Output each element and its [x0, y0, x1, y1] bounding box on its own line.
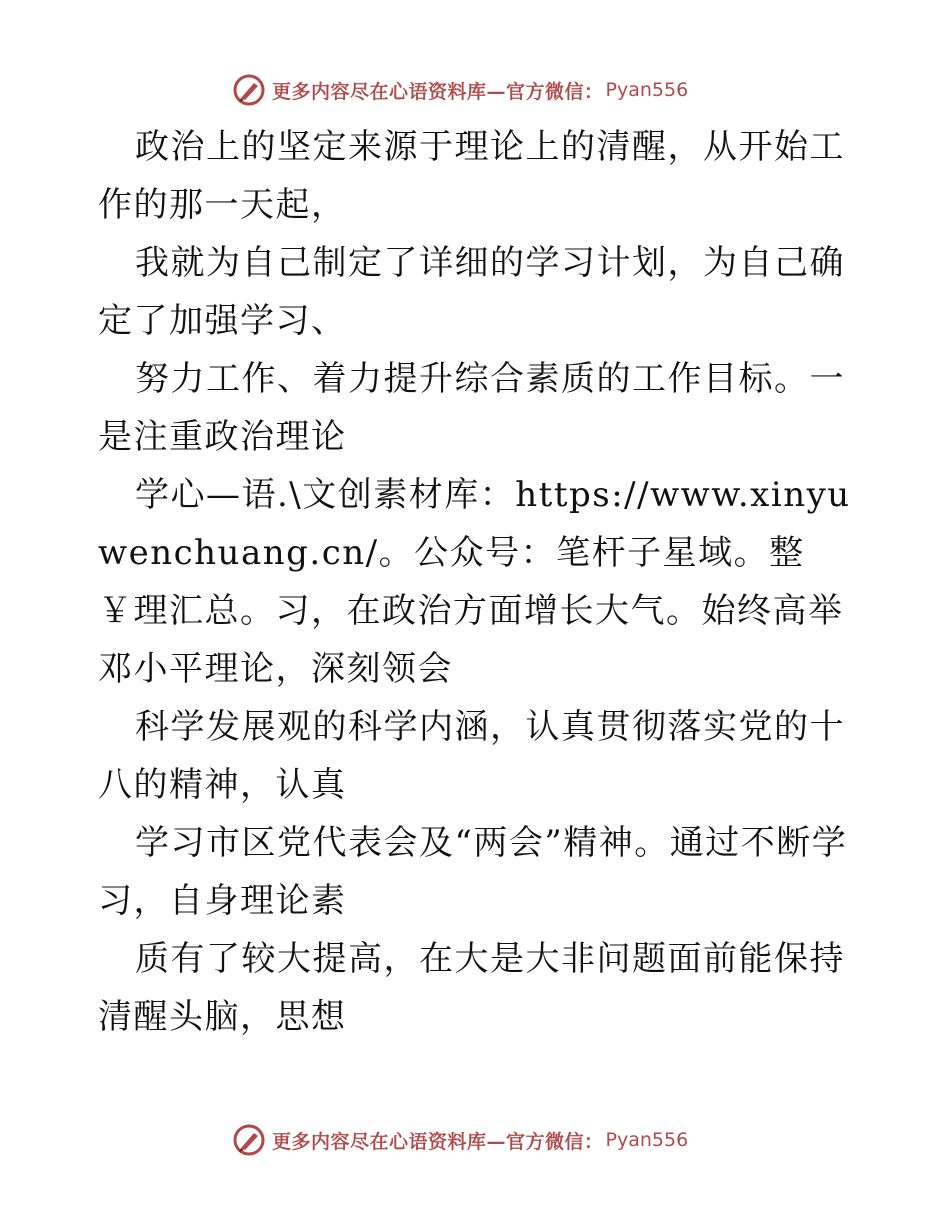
- paragraph: 我就为自己制定了详细的学习计划，为自己确定了加强学习、: [98, 243, 845, 341]
- header-banner-text: 更多内容尽在心语资料库—官方微信：: [272, 80, 604, 103]
- pen-logo-icon: [232, 73, 266, 107]
- paragraph: 学习市区党代表会及“两会”精神。通过不断学习，自身理论素: [98, 823, 848, 921]
- document-body: [98, 118, 858, 1046]
- header-wechat-id: Pyan556: [605, 79, 689, 101]
- footer-banner: [232, 1122, 732, 1158]
- paragraph: 学心—语.\文创素材库：https://www.xinyuwenchuang.cn/。公众号：笔杆子星域。整￥理汇总。习，在政治方面增长大气。始终高举邓小平理论，深刻领会: [98, 475, 851, 689]
- paragraph: 努力工作、着力提升综合素质的工作目标。一是注重政治理论: [98, 359, 845, 457]
- footer-banner-text: 更多内容尽在心语资料库—官方微信：: [272, 1130, 604, 1153]
- paragraph: 科学发展观的科学内涵，认真贯彻落实党的十八的精神，认真: [98, 707, 845, 805]
- paragraph: 政治上的坚定来源于理论上的清醒，从开始工作的那一天起，: [98, 127, 845, 225]
- footer-wechat-id: Pyan556: [605, 1129, 689, 1151]
- pen-logo-icon: [232, 1123, 266, 1157]
- paragraph: 质有了较大提高，在大是大非问题面前能保持清醒头脑，思想: [98, 939, 845, 1037]
- header-banner: [232, 72, 732, 108]
